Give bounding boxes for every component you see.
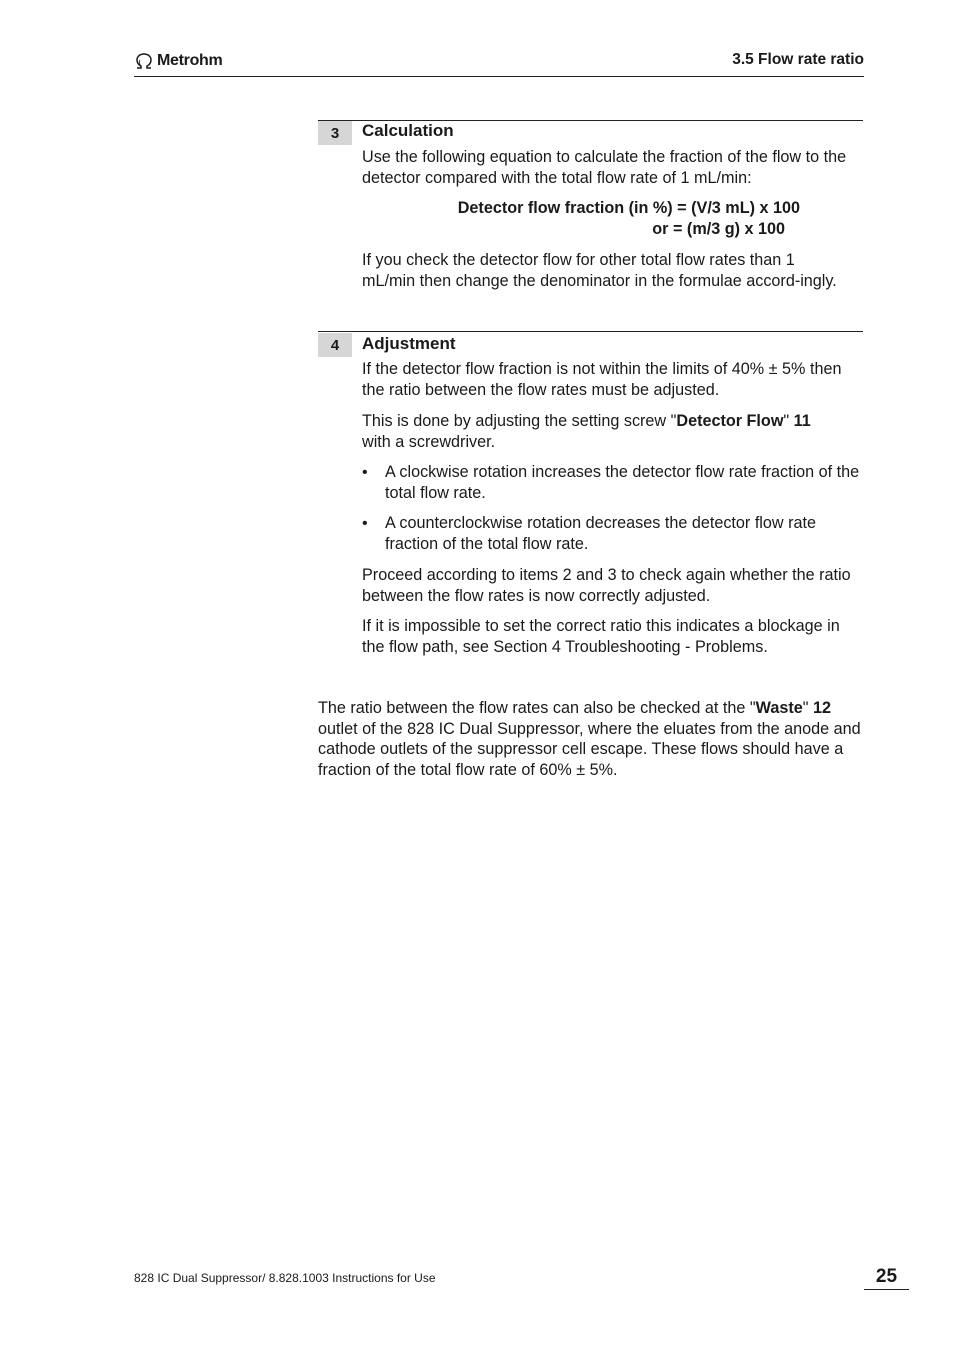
step4-paragraph-3: Proceed according to items 2 and 3 to check again whether the ratio between the flow rates is now correctly adjusted. xyxy=(362,566,851,605)
step4-title: Adjustment xyxy=(362,334,456,353)
step3-badge: 3 xyxy=(318,121,352,145)
bullet-item-2: A counterclockwise rotation decreases the detector flow rate fraction of the total flow rate. xyxy=(385,514,816,553)
step4-paragraph-1: If the detector flow fraction is not within the limits of 40% ± 5% then the ratio between the flow rates must be adjusted. xyxy=(362,360,842,399)
logo-text: Metrohm xyxy=(157,52,223,69)
metrohm-logo xyxy=(134,50,222,72)
page-number-underline xyxy=(864,1289,909,1290)
step4-divider xyxy=(318,331,863,332)
step3-title: Calculation xyxy=(362,121,454,140)
footer-document-title: 828 IC Dual Suppressor/ 8.828.1003 Instructions for Use xyxy=(134,1271,436,1285)
header-divider xyxy=(134,76,864,77)
bullet-dot-1: • xyxy=(362,464,368,481)
step4-paragraph-4: If it is impossible to set the correct ratio this indicates a blockage in the flow path, see Section 4 Troubleshooting - Problems. xyxy=(362,617,840,656)
item-number-12: 12 xyxy=(813,699,832,717)
item-number-11: 11 xyxy=(793,412,811,430)
bullet-dot-2: • xyxy=(362,515,368,532)
page-number: 25 xyxy=(875,1266,898,1287)
bullet-item-1: A clockwise rotation increases the detector flow rate fraction of the total flow rate. xyxy=(385,463,860,502)
step4-paragraph-2: This is done by adjusting the setting screw "Detector Flow" 11 with a screwdriver. xyxy=(362,412,811,451)
step4-badge: 4 xyxy=(318,333,352,357)
waste-label: Waste xyxy=(755,699,803,717)
step3-intro: Use the following equation to calculate the fraction of the flow to the detector compared with the total flow rate of 1 mL/min: xyxy=(362,148,847,187)
equation-line-1: Detector flow fraction (in %) = (V/3 mL) x 100 xyxy=(457,199,800,217)
detector-flow-label: Detector Flow xyxy=(676,412,784,430)
omega-icon xyxy=(134,52,154,70)
section-title: 3.5 Flow rate ratio xyxy=(732,51,864,68)
step3-note: If you check the detector flow for other total flow rates than 1 mL/min then change the denominator in the formulae accord-ingly. xyxy=(362,251,837,290)
closing-paragraph: The ratio between the flow rates can also be checked at the "Waste" 12 outlet of the 828 IC Dual Suppressor, where the eluates from the anode and cathode outlets of the suppressor cell escape. These flows should have a fraction of the total flow rate of 60% ± 5%. xyxy=(318,699,861,780)
equation-line-2: or = (m/3 g) x 100 xyxy=(652,220,785,238)
